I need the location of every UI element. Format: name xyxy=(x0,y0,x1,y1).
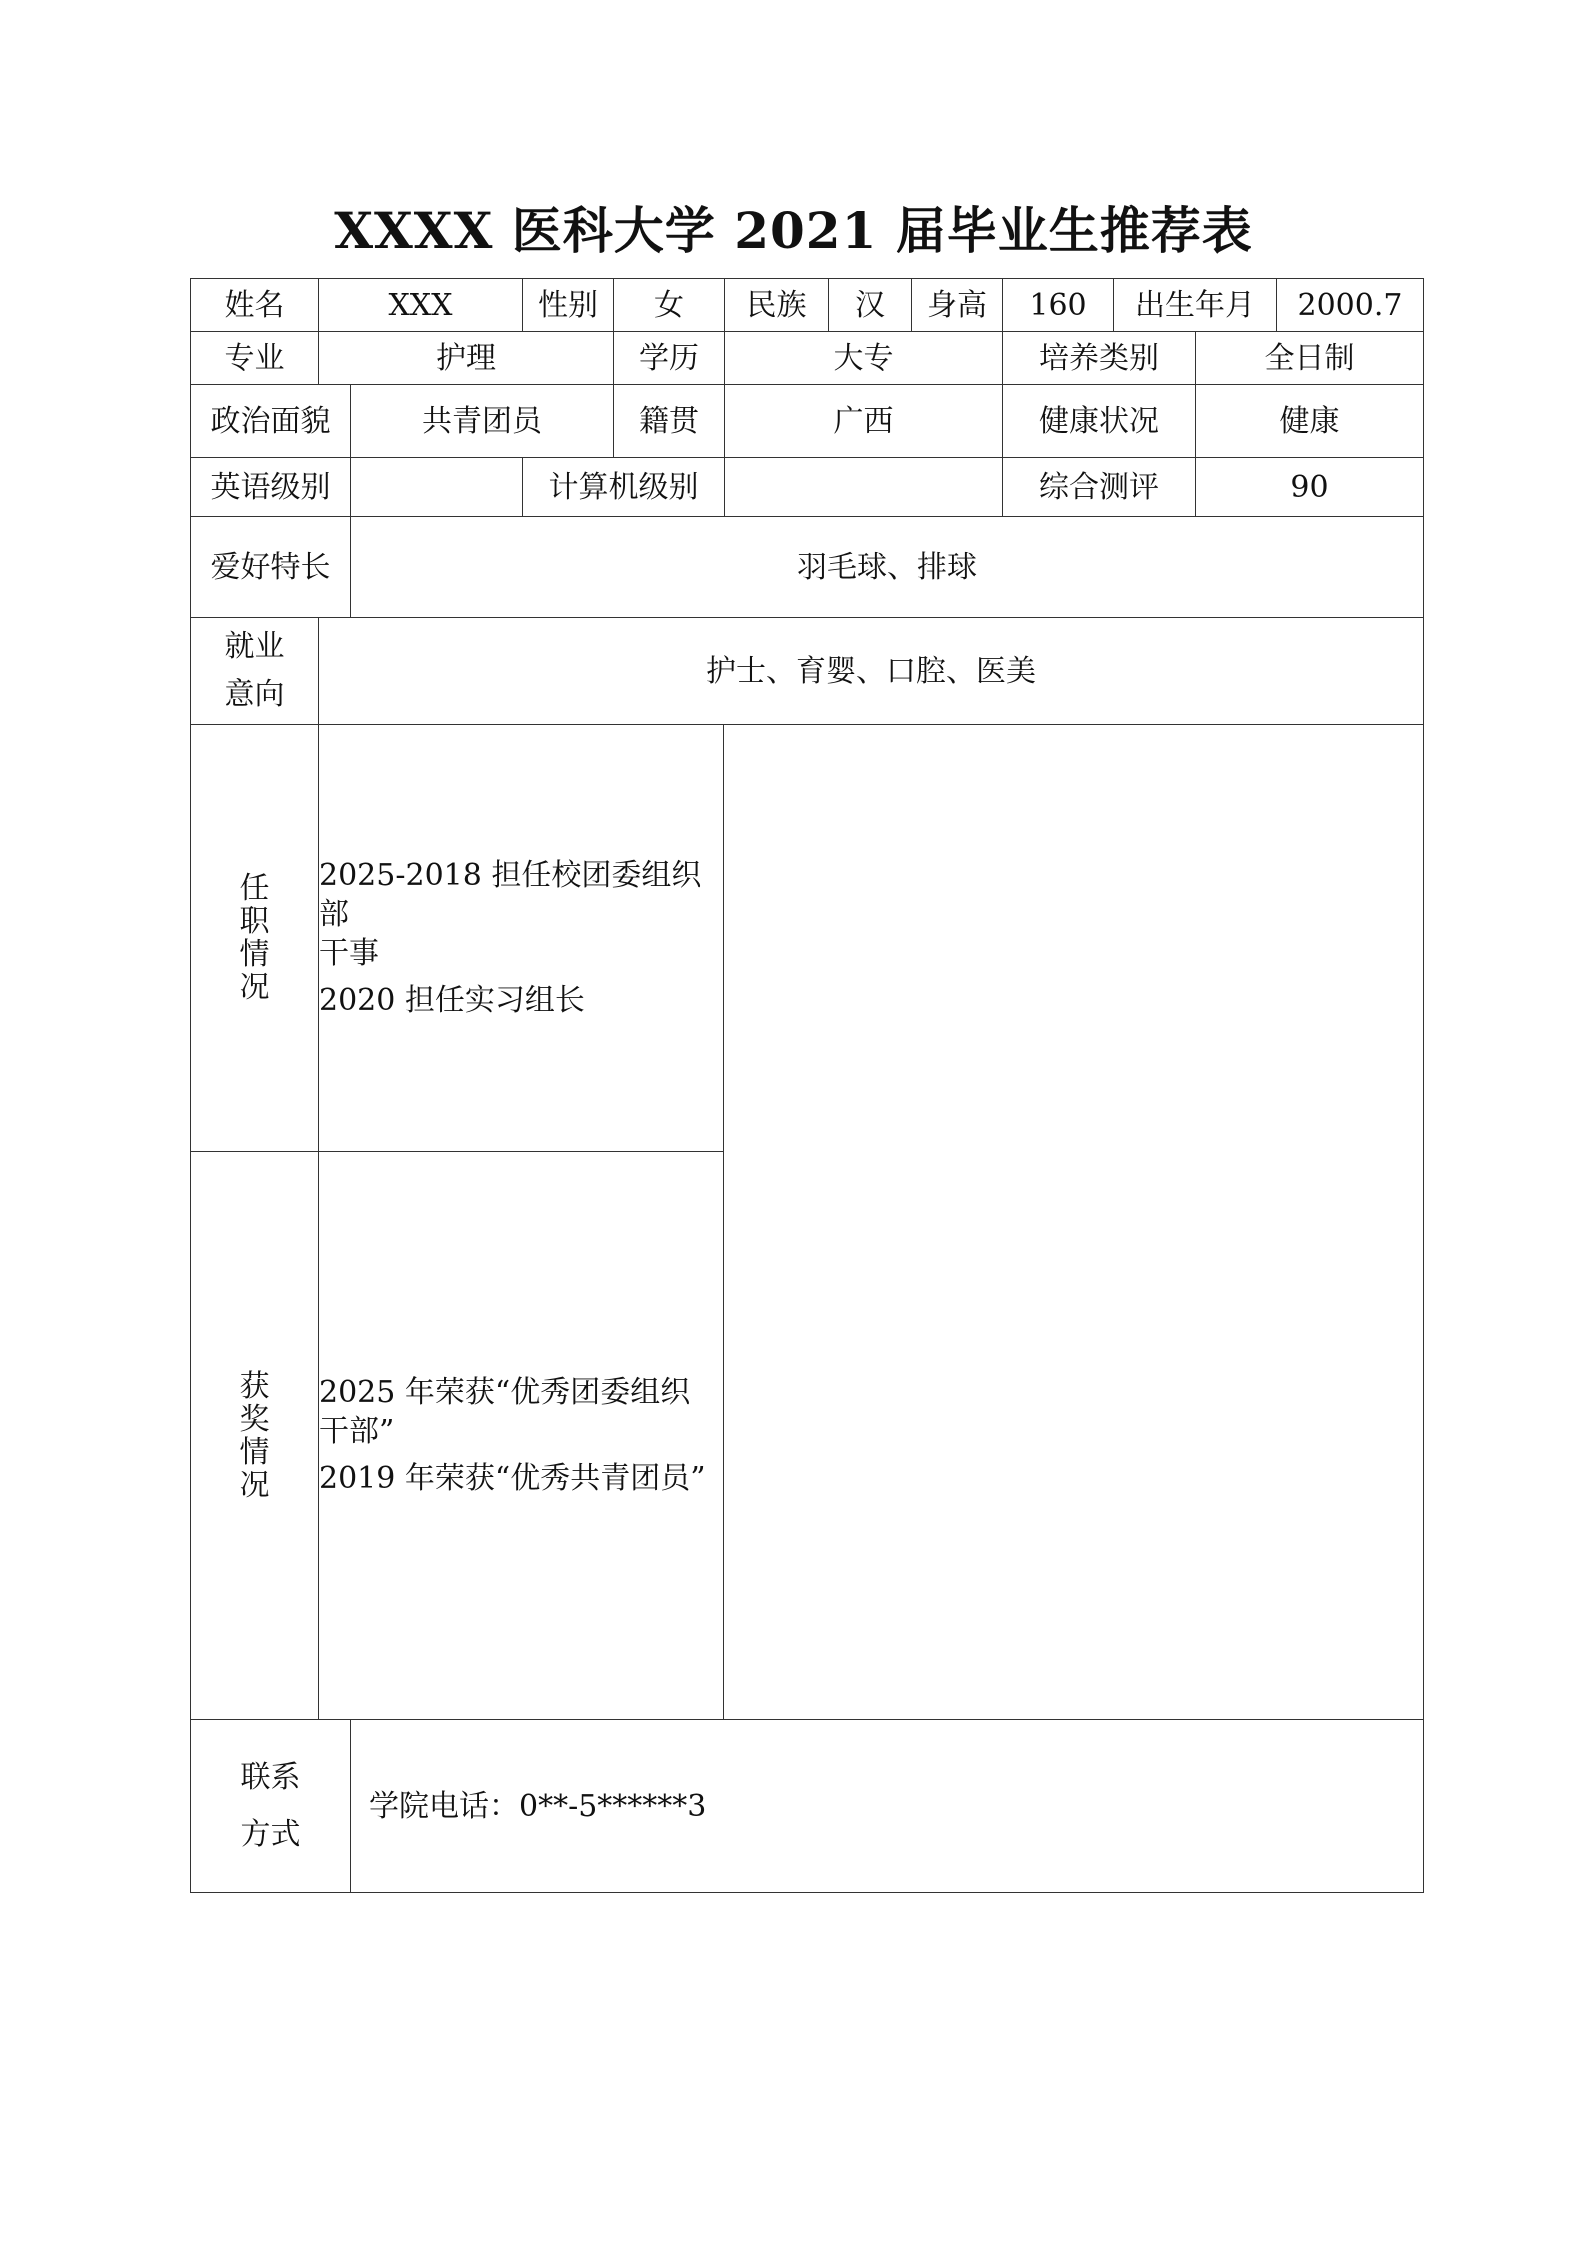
page-title: XXXX 医科大学 2021 届毕业生推荐表 xyxy=(334,201,1253,260)
position-label-char: 况 xyxy=(239,970,270,1005)
photo-area xyxy=(723,724,1424,1720)
contact-label-line1: 联系 xyxy=(240,1760,301,1795)
health-label: 健康状况 xyxy=(1002,384,1196,458)
gender-value: 女 xyxy=(613,278,725,332)
training-value: 全日制 xyxy=(1195,331,1424,385)
major-label: 专业 xyxy=(190,331,319,385)
hobby-label: 爱好特长 xyxy=(190,516,351,618)
position-label-char: 情 xyxy=(239,937,270,972)
name-value: XXX xyxy=(318,278,523,332)
height-label: 身高 xyxy=(911,278,1003,332)
award-label xyxy=(190,1151,319,1720)
computer-value xyxy=(724,457,1003,517)
position-content xyxy=(318,724,724,1152)
position-label-char: 任 xyxy=(239,871,270,906)
political-label: 政治面貌 xyxy=(190,384,351,458)
height-value: 160 xyxy=(1002,278,1114,332)
english-label: 英语级别 xyxy=(190,457,351,517)
name-label: 姓名 xyxy=(190,278,319,332)
award-label-char: 情 xyxy=(239,1434,270,1470)
english-value xyxy=(350,457,523,517)
award-line: 干部” xyxy=(319,1414,395,1449)
evaluation-value: 90 xyxy=(1195,457,1424,517)
education-value: 大专 xyxy=(724,331,1003,385)
job-label xyxy=(190,617,319,725)
major-value: 护理 xyxy=(318,331,614,385)
native-value: 广西 xyxy=(724,384,1003,458)
contact-label xyxy=(190,1719,351,1893)
position-line: 2025-2018 担任校团委组织部 xyxy=(319,858,702,932)
job-value: 护士、育婴、口腔、医美 xyxy=(318,617,1424,725)
job-label-line1: 就业 xyxy=(224,629,285,664)
award-line: 2019 年荣获“优秀共青团员” xyxy=(319,1461,706,1496)
training-label: 培养类别 xyxy=(1002,331,1196,385)
contact-label-line2: 方式 xyxy=(240,1817,301,1852)
position-label xyxy=(190,724,319,1152)
health-value: 健康 xyxy=(1195,384,1424,458)
birth-label: 出生年月 xyxy=(1113,278,1277,332)
evaluation-label: 综合测评 xyxy=(1002,457,1196,517)
computer-label: 计算机级别 xyxy=(522,457,725,517)
ethnicity-value: 汉 xyxy=(828,278,912,332)
award-label-char: 获 xyxy=(239,1368,270,1404)
award-content xyxy=(318,1151,724,1720)
gender-label: 性别 xyxy=(522,278,614,332)
political-value: 共青团员 xyxy=(350,384,614,458)
native-label: 籍贯 xyxy=(613,384,725,458)
ethnicity-label: 民族 xyxy=(724,278,829,332)
position-line: 2020 担任实习组长 xyxy=(319,983,585,1018)
education-label: 学历 xyxy=(613,331,725,385)
contact-value: 学院电话：0**-5******3 xyxy=(350,1719,1424,1893)
position-label-char: 职 xyxy=(239,904,270,939)
job-label-line2: 意向 xyxy=(224,677,285,712)
award-line: 2025 年荣获“优秀团委组织 xyxy=(319,1375,691,1410)
award-label-char: 奖 xyxy=(239,1401,270,1437)
birth-value: 2000.7 xyxy=(1276,278,1424,332)
position-line: 干事 xyxy=(319,936,379,971)
hobby-value: 羽毛球、排球 xyxy=(350,516,1424,618)
award-label-char: 况 xyxy=(239,1467,270,1503)
